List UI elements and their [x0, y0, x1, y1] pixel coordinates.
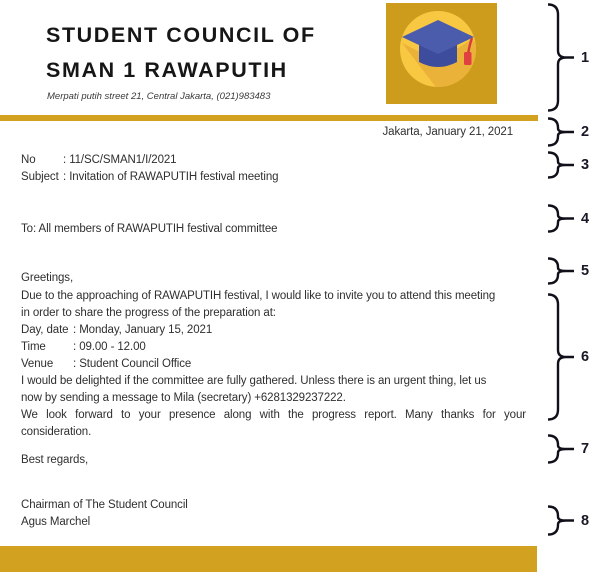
annotation-5	[545, 257, 600, 285]
annotation-number-8: 8	[581, 512, 590, 529]
annotation-3	[545, 151, 600, 179]
meeting-detail-row	[21, 356, 526, 373]
signature-block	[21, 497, 188, 530]
annotation-4	[545, 204, 600, 233]
brace-icon	[545, 204, 575, 233]
brace-icon	[545, 151, 575, 179]
annotation-number-6: 6	[581, 349, 590, 365]
detail-label-venue: Venue	[21, 358, 54, 370]
detail-label-day: Day, date	[21, 324, 69, 336]
organization-title-line1: STUDENT COUNCIL OF	[46, 23, 316, 47]
body-closing-line2: consideration.	[21, 426, 92, 438]
dateline: Jakarta, January 21, 2021	[382, 126, 513, 138]
brace-icon	[545, 257, 575, 285]
brace-icon	[545, 505, 575, 536]
detail-label-time: Time	[21, 341, 46, 353]
annotation-number-3: 3	[581, 157, 590, 173]
signer-name: Agus Marchel	[21, 515, 91, 528]
annotation-8	[545, 505, 600, 536]
reference-number-row	[21, 152, 278, 169]
annotation-number-5: 5	[581, 263, 590, 279]
subject-label: Subject	[21, 171, 59, 183]
brace-icon	[545, 3, 575, 112]
body-note-line2: now by sending a message to Mila (secretary) +6281329237222.	[21, 392, 346, 404]
gold-footer-bar	[0, 546, 537, 572]
organization-title	[46, 18, 316, 88]
detail-value-venue: : Student Council Office	[73, 358, 192, 370]
subject-value: : Invitation of RAWAPUTIH festival meeting	[63, 171, 279, 183]
detail-value-day: : Monday, January 15, 2021	[73, 324, 213, 336]
annotation-number-7: 7	[581, 441, 590, 457]
graduation-cap-icon	[386, 3, 497, 104]
brace-icon	[545, 293, 575, 421]
annotation-number-4: 4	[581, 210, 590, 227]
annotation-2	[545, 117, 600, 147]
reference-number-value: : 11/SC/SMAN1/I/2021	[63, 154, 177, 166]
annotation-7	[545, 434, 600, 464]
body-intro-line2: in order to share the progress of the preparation at:	[21, 307, 276, 319]
annotation-6	[545, 293, 600, 421]
reference-number-label: No	[21, 154, 36, 166]
closing-phrase: Best regards,	[21, 454, 89, 466]
annotation-number-1: 1	[581, 49, 590, 66]
body-note-line1: I would be delighted if the committee are fully gathered. Unless there is an urgent thing, let us	[21, 375, 487, 387]
body-intro-line1: Due to the approaching of RAWAPUTIH festival, I would like to invite you to attend this meeting	[21, 290, 496, 302]
salutation: Greetings,	[21, 272, 74, 284]
reference-block	[21, 152, 278, 186]
organization-title-line2: SMAN 1 RAWAPUTIH	[46, 58, 288, 82]
gold-divider-bar	[0, 115, 538, 121]
organization-address: Merpati putih street 21, Central Jakarta, (021)983483	[47, 91, 271, 102]
brace-icon	[545, 117, 575, 147]
body-closing-line1: We look forward to your presence along with the progress report. Many thanks for your	[21, 409, 526, 421]
letter-body	[21, 288, 526, 441]
annotation-number-2: 2	[581, 124, 590, 140]
meeting-detail-row	[21, 339, 526, 356]
annotation-1	[545, 3, 600, 112]
recipient-line: To: All members of RAWAPUTIH festival committee	[21, 223, 278, 235]
signer-title: Chairman of The Student Council	[21, 499, 188, 511]
detail-value-time: : 09.00 - 12.00	[73, 341, 146, 353]
subject-row	[21, 169, 278, 186]
meeting-detail-row	[21, 322, 526, 339]
brace-icon	[545, 434, 575, 464]
